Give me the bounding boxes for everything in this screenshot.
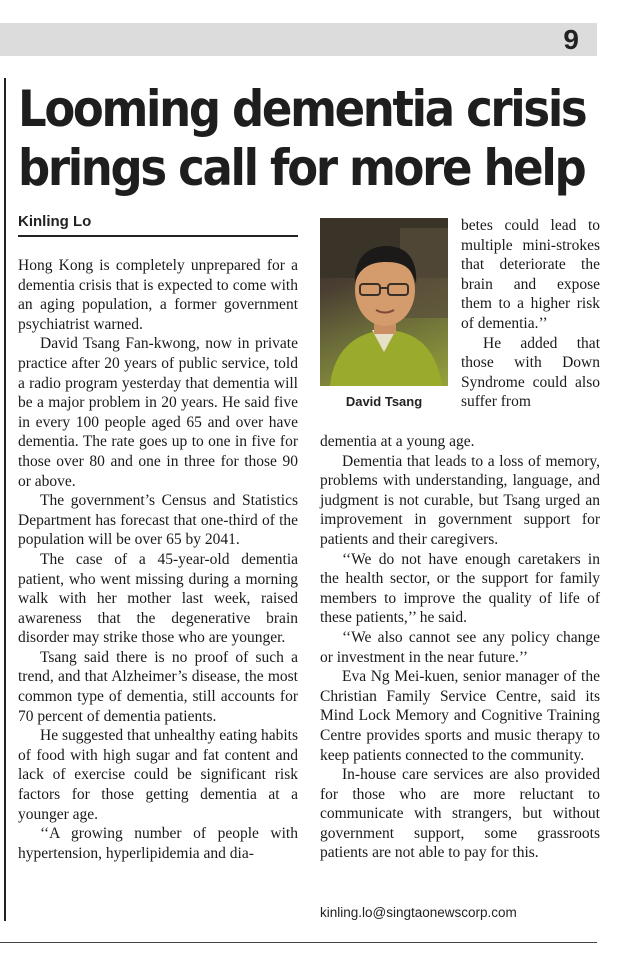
- author-email[interactable]: kinling.lo@singtaonewscorp.com: [320, 905, 517, 920]
- page-number: 9: [563, 24, 579, 55]
- headline-line-1: Looming dementia crisis: [18, 80, 586, 138]
- paragraph: The case of a 45-year-old dementia patient, who went missing during a morning walk with her mother last week, raised awareness that the degenerative brain disorder may strike those who are younger.: [18, 550, 298, 647]
- paragraph: dementia at a young age.: [320, 433, 475, 450]
- paragraph: Dementia that leads to a loss of memory, problems with understanding, language, and judgment is not curable, but Tsang urged an improvement in government support for patients and their caregivers.: [320, 452, 600, 548]
- paragraph: He added that those with Down Syndrome could also suffer from: [461, 334, 600, 411]
- paragraph: In-house care services are also provided for those who are more reluctant to communicate with strangers, but without government support, some grassroots patients are not able to pay for this.: [320, 766, 600, 862]
- paragraph: betes could lead to multiple mini-strokes that deteriorate the brain and expose them to a higher risk of dementia.’’: [461, 217, 600, 332]
- photo-caption: David Tsang: [345, 394, 423, 409]
- paragraph: ‘‘We do not have enough caretakers in the health sector, or the support for family members to improve the quality of life of these patients,’’ he said.: [320, 550, 600, 627]
- portrait-photo: [320, 218, 448, 386]
- paragraph: The government’s Census and Statistics Department has forecast that one-third of the population will be over 65 by 2041.: [18, 492, 298, 549]
- paragraph: He suggested that unhealthy eating habits of food with high sugar and fat content and lack of exercise could be significant risk factors for those getting dementia at a younger age.: [18, 727, 298, 823]
- paragraph: ‘‘A growing number of people with hypertension, hyperlipidemia and dia-: [18, 825, 298, 862]
- headline: [18, 80, 586, 198]
- bottom-rule: [0, 942, 597, 943]
- paragraph: ‘‘We also cannot see any policy change or investment in the near future.’’: [320, 628, 600, 666]
- byline-rule: [18, 235, 298, 237]
- article-column-1: [18, 256, 298, 863]
- portrait-photo-icon: [320, 218, 448, 386]
- left-column-rule: [4, 78, 6, 921]
- paragraph: Eva Ng Mei-kuen, senior manager of the Christian Family Service Centre, said its Mind Lock Memory and Cognitive Training Centre provides sports and music therapy to keep patients connected to the community.: [320, 668, 600, 764]
- article-column-2-beside-photo: [461, 216, 600, 412]
- paragraph: Hong Kong is completely unprepared for a dementia crisis that is expected to come with an aging population, a former government psychiatrist warned.: [18, 257, 298, 333]
- page-header-bar: [0, 23, 597, 56]
- byline: Kinling Lo: [18, 213, 92, 230]
- paragraph: David Tsang Fan-kwong, now in private practice after 20 years of public service, told a radio program yesterday that dementia will be a major problem in 20 years. He said five in every 100 people aged 65 and over have dementia. The rate goes up to one in five for those over 80 and one in three for those 90 or above.: [18, 335, 298, 490]
- paragraph: Tsang said there is no proof of such a trend, and that Alzheimer’s disease, the most common type of dementia, still accounts for 70 percent of dementia patients.: [18, 648, 298, 725]
- headline-line-2: brings call for more help: [18, 139, 585, 197]
- article-column-2: [320, 432, 600, 863]
